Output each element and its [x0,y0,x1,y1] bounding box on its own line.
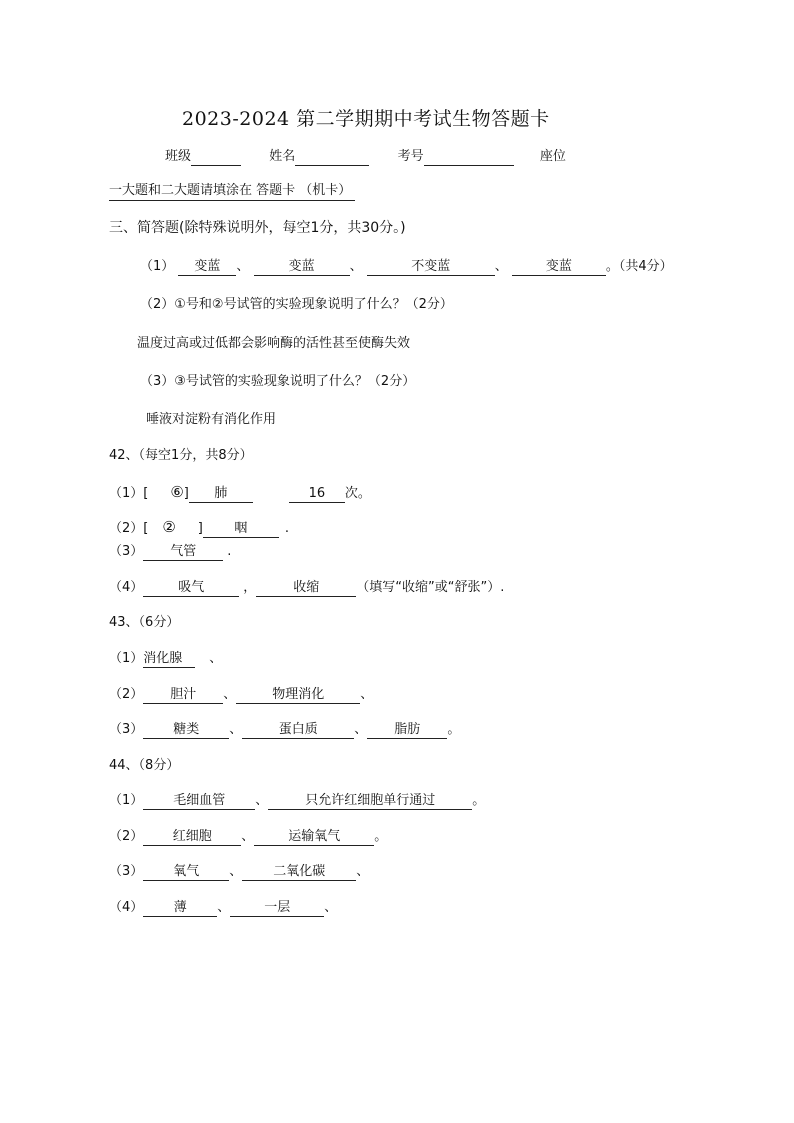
q44-line-2 [109,828,387,846]
q42-l1-end: 次。 [344,486,371,501]
separator: 、 [241,829,255,844]
q43-line-1 [109,650,222,668]
s3-q1-answer-3[interactable]: 不变蓝 [367,259,495,276]
name-label: 姓名 [269,149,296,164]
q44-l3-number: （3） [109,864,144,879]
q43-line-2 [109,686,373,704]
q42-l4-number: （4） [109,580,144,595]
separator: 、 [255,793,269,808]
class-field[interactable] [191,165,241,166]
q43-l2-end: 、 [360,687,374,702]
q42-l3-end: . [227,544,232,559]
s3-q2-prompt: （2）①号和②号试管的实验现象说明了什么？（2分） [140,297,453,312]
q42-line-4 [109,579,504,597]
q43-heading: 43、（6分） [109,615,180,630]
q44-l1-end: 。 [472,793,486,808]
exam-number-field[interactable] [424,165,514,166]
q44-line-1 [109,792,485,810]
q42-line-3 [109,543,231,561]
seat-label: 座位 [539,149,566,164]
q42-l2-mark: ② [162,518,176,536]
q44-line-4 [109,899,337,917]
s3-q1-line [140,258,673,276]
info-line [165,148,566,166]
q42-l3-number: （3） [109,544,144,559]
q42-l1-answer-2[interactable]: 16 [289,486,345,503]
q43-l3-number: （3） [109,722,144,737]
q42-l2-end: . [284,521,290,536]
q42-l1-mark: ⑥ [170,483,184,501]
q44-l4-answer-2[interactable]: 一层 [230,900,324,917]
q43-l1-answer-1[interactable]: 消化腺 [143,651,195,668]
q42-l1-bracket: ] [183,486,189,501]
q44-l2-answer-2[interactable]: 运输氧气 [254,829,374,846]
q43-l3-answer-2[interactable]: 蛋白质 [242,722,354,739]
separator: 、 [354,722,368,737]
q43-l1-end: 、 [209,651,223,666]
s3-q2-answer[interactable]: 温度过高或过低都会影响酶的活性甚至使酶失效 [137,336,411,351]
section3-heading: 三、简答题(除特殊说明外，每空1分，共30分。) [109,220,406,236]
q44-l3-answer-1[interactable]: 氧气 [143,864,229,881]
q42-l4-answer-1[interactable]: 吸气 [143,580,239,597]
q44-l2-end: 。 [374,829,388,844]
q44-l4-number: （4） [109,900,144,915]
q42-heading: 42、（每空1分，共8分） [109,448,253,463]
page-title: 2023-2024 第二学期期中考试生物答题卡 [182,108,550,130]
separator: 、 [229,864,243,879]
q42-l1-number: （1）[ [109,486,149,501]
q42-l2-answer-1[interactable]: 咽 [203,521,279,538]
exam-number-label: 考号 [397,149,424,164]
separator: 、 [223,687,237,702]
separator: 、 [229,722,243,737]
s3-q1-end: 。（共4分） [605,259,673,274]
q42-line-2 [109,518,289,538]
q42-l4-answer-2[interactable]: 收缩 [256,580,356,597]
q43-l2-answer-2[interactable]: 物理消化 [236,687,360,704]
q42-l3-answer-1[interactable]: 气管 [143,544,223,561]
q42-line-1 [109,483,371,503]
q42-l1-answer-1[interactable]: 肺 [189,486,253,503]
s3-q1-answer-1[interactable]: 变蓝 [178,259,236,276]
q44-heading: 44、（8分） [109,758,180,773]
q42-l2-bracket: ] [197,521,203,536]
separator: 、 [349,259,363,274]
s3-q1-number: （1） [140,259,175,274]
q43-l2-number: （2） [109,687,144,702]
q42-l4-end: （填写“收缩”或“舒张”）. [356,580,505,595]
q42-l2-number: （2）[ [109,521,149,536]
q44-l3-answer-2[interactable]: 二氧化碳 [242,864,356,881]
s3-q1-answer-4[interactable]: 变蓝 [512,259,606,276]
q43-line-3 [109,721,460,739]
q44-l4-answer-1[interactable]: 薄 [143,900,217,917]
q44-l1-answer-2[interactable]: 只允许红细胞单行通过 [268,793,472,810]
q43-l3-answer-1[interactable]: 糖类 [143,722,229,739]
q43-l2-answer-1[interactable]: 胆汁 [143,687,223,704]
s3-q3-prompt: （3）③号试管的实验现象说明了什么？（2分） [140,374,416,389]
s3-q1-answer-2[interactable]: 变蓝 [254,259,350,276]
q44-l4-end: 、 [324,900,338,915]
instruction-text: 一大题和二大题请填涂在 答题卡 （机卡） [109,182,355,201]
separator: 、 [236,259,250,274]
class-label: 班级 [165,149,192,164]
q43-l1-number: （1） [109,651,144,666]
q44-l2-number: （2） [109,829,144,844]
separator: 、 [494,259,508,274]
q42-l4-sep: ， [243,580,257,595]
q44-l1-answer-1[interactable]: 毛细血管 [143,793,255,810]
q44-l2-answer-1[interactable]: 红细胞 [143,829,241,846]
q43-l3-end: 。 [447,722,461,737]
s3-q3-answer[interactable]: 唾液对淀粉有消化作用 [146,412,277,427]
q44-l1-number: （1） [109,793,144,808]
q43-l3-answer-3[interactable]: 脂肪 [367,722,447,739]
separator: 、 [217,900,231,915]
q44-l3-end: 、 [356,864,370,879]
q44-line-3 [109,863,369,881]
name-field[interactable] [295,165,369,166]
